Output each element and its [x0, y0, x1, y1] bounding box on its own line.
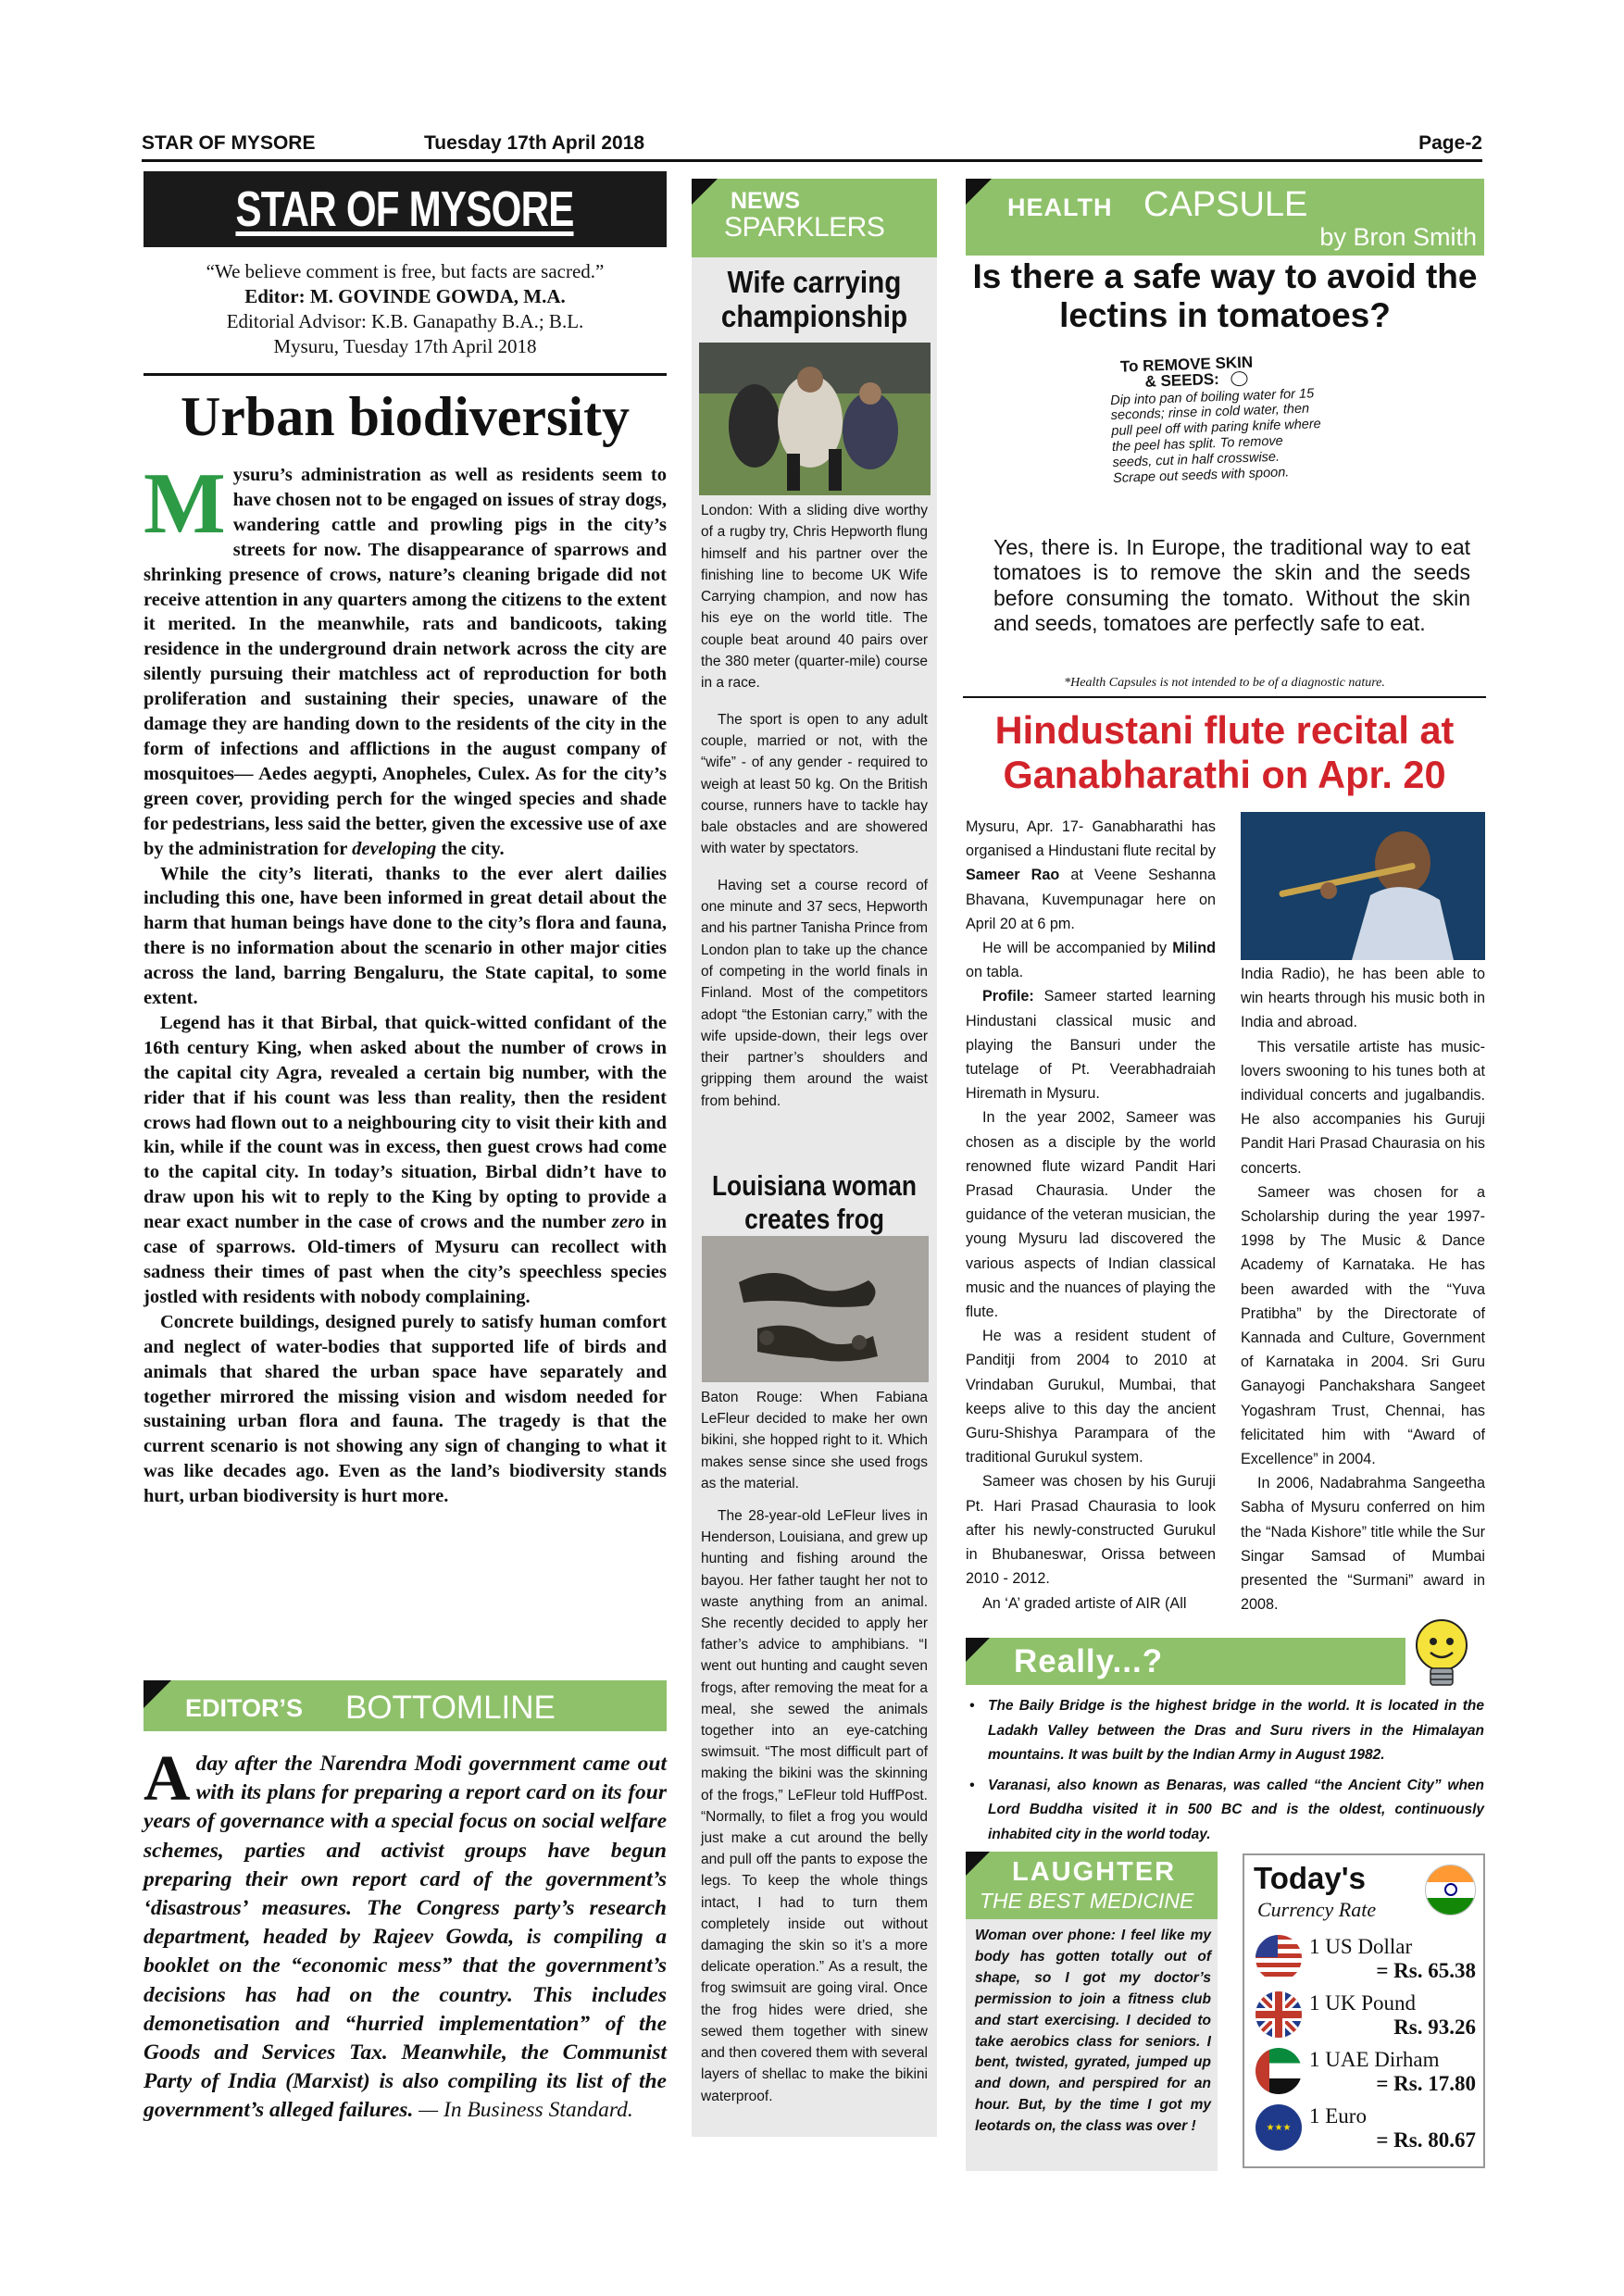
label-corner-triangle [966, 1638, 990, 1662]
news-sparklers-label [692, 179, 937, 257]
laughter-label-line-1: LAUGHTER [1012, 1857, 1177, 1887]
flute-column-2 [1241, 962, 1485, 1616]
header-date: Tuesday 17th April 2018 [424, 132, 645, 154]
wife-carrying-photo [699, 343, 931, 495]
really-item: • The Baily Bridge is the highest bridge in the world. It is located in the Ladakh Valley between the Dras and Suru rivers in the Himalayan mountains. It was built by the Indian Army in August 1982. [966, 1694, 1484, 1768]
flute-paragraph-1: Mysuru, Apr. 17- Ganabharathi has organised a Hindustani flute recital by Sameer Rao at Veene Seshanna Bhavana, Kuvempunagar here on April 20 at 6 pm. [966, 818, 1216, 932]
currency-value: = Rs. 17.80 [1376, 2072, 1476, 2095]
currency-value: Rs. 93.26 [1393, 2015, 1476, 2039]
frog-bikini-body [701, 1387, 928, 2107]
currency-box [1243, 1853, 1485, 2168]
tomato-note-body: Dip into pan of boiling water for 15 seconds; rinse in cold water, then pull peel off with paring knife where the peel has split. To remove seeds, cut in half crosswise. Scrape out seeds with spoon. [1109, 385, 1322, 486]
editorial-paragraph-3: Legend has it that Birbal, that quick-witted confidant of the 16th century King, when asked about the number of crows in the capital city Agra, revealed a certain big number, with the rider that if his count was less than reality, then the resident crows had flown out to a neighbouring city to visit their kith and kin, while if the count was in excess, then guest crows had come to the capital city. In today’s situation, Birbal didn’t have to draw upon his wit to reply to the King by opting to provide a near exact number in the case of crows and the number zero in case of sparrows. Old-timers of Mysuru can recollect with sadness their times of past when the city’s speechless species jostled with residents with nobody complaining. [144, 1012, 667, 1307]
flute-paragraph-2: He will be accompanied by Milind on tabla. [966, 940, 1216, 981]
laughter-label-line-2: THE BEST MEDICINE [980, 1889, 1194, 1913]
news-sparklers-label-line-2: SPARKLERS [724, 212, 885, 243]
currency-subtitle: Currency Rate [1257, 1898, 1377, 1921]
health-capsule-label-bold: HEALTH [1007, 193, 1113, 221]
currency-row-aed [1244, 2044, 1487, 2100]
wife-carrying-paragraph-1: London: With a sliding dive worthy of a rugby try, Chris Hepworth flung himself and his partner over the finishing line to become UK Wife Carrying champion, and now has his eye on the world title. The couple beat around 40 pairs over the 380 meter (quarter-mile) course in a race. [701, 503, 928, 692]
frog-bikini-paragraph-1: Baton Rouge: When Fabiana LeFleur decided to make her own bikini, she hopped right to it. Which makes sense since she used frogs as the material. [701, 1390, 928, 1491]
editorial-paragraph-2: While the city’s literati, thanks to the ever alert dailies including this one, have been informed in great detail about the harm that human beings have done to the city’s flora and fauna, there is no information about the scenario in other major cities across the land, barring Bengaluru, the State capital, to some extent. [144, 863, 667, 1009]
uae-flag-icon [1255, 2048, 1302, 2094]
currency-unit: 1 UAE Dirham [1309, 2048, 1440, 2071]
currency-unit: 1 US Dollar [1309, 1935, 1413, 1958]
flute-paragraph-9: Sameer was chosen for a Scholarship during the year 1997-1998 by The Music & Dance Academy of Karnataka. He has been awarded with the “Yuva Pratibha” by the Directorate of Kannada and Culture, Government of Karnataka in 2004. Sri Guru Ganayogi Panchakshara Sangeet Yogashram Trust, Chennai, has felicitated him with “Award of Excellence” in 2004. [1241, 1183, 1485, 1468]
masthead-editor: Editor: M. GOVINDE GOWDA, M.A. [244, 285, 566, 307]
news-sparklers-label-line-1: NEWS [731, 188, 800, 214]
editorial-drop-cap: M [144, 455, 226, 552]
label-corner-triangle [144, 1680, 171, 1708]
header-page-number: Page-2 [1418, 132, 1482, 154]
flute-paragraph-7-continued: India Radio), he has been able to win hearts through his music both in India and abroad. [1241, 966, 1485, 1031]
lightbulb-icon [1412, 1616, 1472, 1699]
health-capsule-title: Is there a safe way to avoid the lectins in tomatoes? [972, 257, 1478, 334]
flute-paragraph-10: In 2006, Nadabrahma Sangeetha Sabha of Mysuru conferred on him the “Nada Kishore” title while the Sur Singar Samsad of Mumbai presented the “Surmani” award in 2008. [1241, 1475, 1485, 1614]
bottomline-label [144, 1680, 667, 1731]
frog-bikini-photo [702, 1236, 929, 1382]
currency-unit: 1 Euro [1309, 2104, 1367, 2128]
tomato-note [1109, 353, 1327, 486]
currency-row-gbp [1244, 1988, 1487, 2043]
wife-carrying-title: Wife carrying championship [720, 265, 908, 333]
currency-row-usd [1244, 1931, 1487, 1987]
editorial-title: Urban biodiversity [180, 386, 631, 447]
really-item: • Varanasi, also known as Benaras, was called “the Ancient City” when Lord Buddha visited it in 500 BC and is the oldest, continuously inhabited city in the world today. [966, 1774, 1484, 1848]
editorial-body [144, 455, 667, 1509]
bullet-icon: • [969, 1698, 975, 1714]
bottomline-label-thin: BOTTOMLINE [345, 1690, 556, 1726]
currency-unit: 1 UK Pound [1309, 1991, 1417, 2015]
laughter-joke: Woman over phone: I feel like my body has gotten totally out of shape, so I got my doctor’s permission to join a fitness club and start exercising. I decided to take aerobics class for seniors. I bent, twisted, gyrated, jumped up and down, and perspired for an hour. But, by the time I got my leotards on, the class was over ! [975, 1928, 1211, 2135]
really-label [966, 1638, 1405, 1685]
masthead-dateline: Mysuru, Tuesday 17th April 2018 [273, 335, 537, 357]
health-capsule-label-thin: CAPSULE [1143, 185, 1308, 224]
label-corner-triangle [692, 179, 718, 205]
flute-paragraph-6: Sameer was chosen by his Guruji Pt. Hari Prasad Chaurasia to look after his newly-constructed Gurukul in Bhubaneswar, Orissa between 2010 - 2012. [966, 1473, 1216, 1588]
flute-paragraph-5: He was a resident student of Panditji from 2004 to 2010 at Vrindaban Gurukul, Mumbai, that keeps alive to this day the ancient Guru-Shishya Parampara of the traditional Gurukul system. [966, 1328, 1216, 1466]
bottomline-label-bold: EDITOR’S [185, 1694, 304, 1722]
flute-artist-photo [1241, 812, 1485, 960]
currency-row-eur [1244, 2101, 1487, 2156]
currency-value: = Rs. 80.67 [1376, 2128, 1476, 2152]
tomato-icon [1230, 371, 1248, 387]
really-label-text: Really...? [1014, 1643, 1164, 1679]
frog-bikini-title: Louisiana woman creates frog [711, 1169, 918, 1235]
label-corner-triangle [966, 1852, 990, 1876]
wife-carrying-paragraph-3: Having set a course record of one minute and 37 secs, Hepworth and his partner Tanisha Prince from London plan to take up the chance of competing in the world finals in Finland. Most of the competitors adopt “the Estonian carry,” with the wife upside-down, their legs over their partner’s shoulders and gripping them around the waist from behind. [701, 877, 928, 1109]
health-capsule-answer: Yes, there is. In Europe, the traditional way to eat tomatoes is to remove the skin and the seeds before consuming the tomato. Without the skin and seeds, tomatoes are perfectly safe to eat. [993, 535, 1470, 635]
eu-flag-icon: ★★★ [1255, 2104, 1302, 2151]
flute-paragraph-3: Profile: Sameer started learning Hindustani classical music and playing the Bansuri under the tutelage of Pt. Veerabhadraiah Hiremath in Mysuru. [966, 988, 1216, 1103]
wife-carrying-paragraph-2: The sport is open to any adult couple, married or not, with the “wife” - of any gender - required to weigh at least 50 kg. On the British course, runners have to tackle hay bale obstacles and are showered with water by spectators. [701, 711, 928, 857]
currency-value: = Rs. 65.38 [1376, 1959, 1476, 1982]
bottomline-body [144, 1743, 667, 2126]
masthead-info [144, 259, 667, 359]
laughter-label [966, 1852, 1218, 1919]
health-capsule-divider [963, 696, 1486, 698]
bullet-icon: • [969, 1777, 975, 1793]
health-capsule-byline: by Bron Smith [1319, 223, 1477, 251]
editorial-paragraph-4: Concrete buildings, designed purely to satisfy human comfort and neglect of water-bodies that supported life of birds and animals that shared the urban space have separately and together mirrored the missing vision and wisdom needed for sustaining urban flora and fauna. The tragedy is that the current scenario is not showing any sign of changing to what it was like decades ago. Even as the land’s biodiversity stands hurt, urban biodiversity is hurt more. [144, 1311, 667, 1507]
masthead-logo-text: STAR OF MYSORE [235, 181, 575, 237]
masthead-motto: “We believe comment is free, but facts are sacred.” [206, 260, 605, 282]
currency-title: Today's [1254, 1861, 1366, 1895]
masthead-divider [144, 373, 667, 376]
health-capsule-label [966, 179, 1484, 256]
flute-paragraph-8: This versatile artiste has music-lovers swooning to his tunes both at individual concerts and jugalbandis. He also accompanies his Guruji Pandit Hari Prasad Chaurasia on his concerts. [1241, 1038, 1485, 1177]
wife-carrying-body [701, 500, 928, 1112]
india-flag-icon [1425, 1865, 1476, 1915]
bottomline-text: Aday after the Narendra Modi government came out with its plans for preparing a report card on its four years of governance with a special focus on social welfare schemes, parties and activist groups have begun preparing their own report card of the government’s ‘disastrous’ measures. The Congress party’s research department, headed by Rajeev Gowda, is compiling a booklet on the “economic mess” that the government’s decisions has had on the country. This includes demonetisation and “hurried implementation” of the Goods and Services Tax. Meanwhile, the Communist Party of India (Marxist) is also compiling its list of the government’s alleged failures. — In Business Standard. [144, 1743, 667, 2123]
flute-title: Hindustani flute recital at Ganabharathi on Apr. 20 [994, 708, 1455, 796]
tomato-note-heading-1: To REMOVE SKIN [1119, 353, 1254, 376]
frog-bikini-paragraph-2: The 28-year-old LeFleur lives in Henderson, Louisiana, and grew up hunting and fishing around the bayou. Her father taught her not to waste anything from an animal. She recently decided to apply her father’s advice to amphibians. “I went out hunting and caught seven frogs, after removing the meat for a meal, she sewed the animals together into an eye-catching swimsuit. “The most difficult part of making the bikini was the skinning of the frogs,” LeFleur told HuffPost. “Normally, to filet a frog you would just make a cut around the belly and pull off the pants to expose the legs. To keep the whole things intact, I had to turn them completely inside out without damaging the skin so it’s a more delicate operation.” As a result, the frog swimsuit are going viral. Once the frog hides were dried, she sewed them together with sinew and then covered them with several layers of shellac to make the bikini waterproof. [701, 1508, 928, 2104]
really-list [966, 1694, 1484, 1853]
editorial-paragraph-1: Mysuru’s administration as well as residents seem to have chosen not to be engaged on issues of stray dogs, wandering cattle and prowling pigs in the city’s streets for now. The disappearance of sparrows and shrinking presence of crows, nature’s cleaning brigade did not receive attention in any quarters among the citizens to the extent it merited. In the meanwhile, rats and bandicoots, taking residence in the underground drain network across the city are silently pursuing their matchless act of reproduction for both proliferation and sustaining their species, unaware of the damage they are handing down to the residents of the city in the form of infections and afflictions in the august company of mosquitoes— Aedes aegypti, Anopheles, Culex. As for the city’s green cover, providing perch for the winged species and shade for pedestrians, less said the better, given the excessive use of axe by the administration for developing the city. [144, 455, 667, 859]
bottomline-drop-cap: A [144, 1743, 191, 1815]
flute-paragraph-4: In the year 2002, Sameer was chosen as a disciple by the world renowned flute wizard Pandit Hari Prasad Chaurasia. Under the guidance of the veteran musician, the young Mysuru lad discovered the various aspects of Indian classical music and the nuances of playing the flute. [966, 1109, 1216, 1321]
tomato-note-heading-2: & SEEDS: [1109, 368, 1322, 392]
page-header [142, 132, 1482, 162]
flute-column-1 [966, 815, 1216, 1616]
uk-flag-icon [1255, 1991, 1302, 2038]
label-corner-triangle [966, 179, 992, 205]
header-paper-name: STAR OF MYSORE [142, 132, 316, 154]
flute-paragraph-7-start: An ‘A’ graded artiste of AIR (All [982, 1594, 1187, 1612]
health-capsule-disclaimer: *Health Capsules is not intended to be of a diagnostic nature. [1064, 676, 1385, 690]
masthead-advisor: Editorial Advisor: K.B. Ganapathy B.A.; B.L. [226, 310, 584, 332]
masthead-logo [144, 171, 667, 247]
usa-flag-icon [1255, 1935, 1302, 1981]
